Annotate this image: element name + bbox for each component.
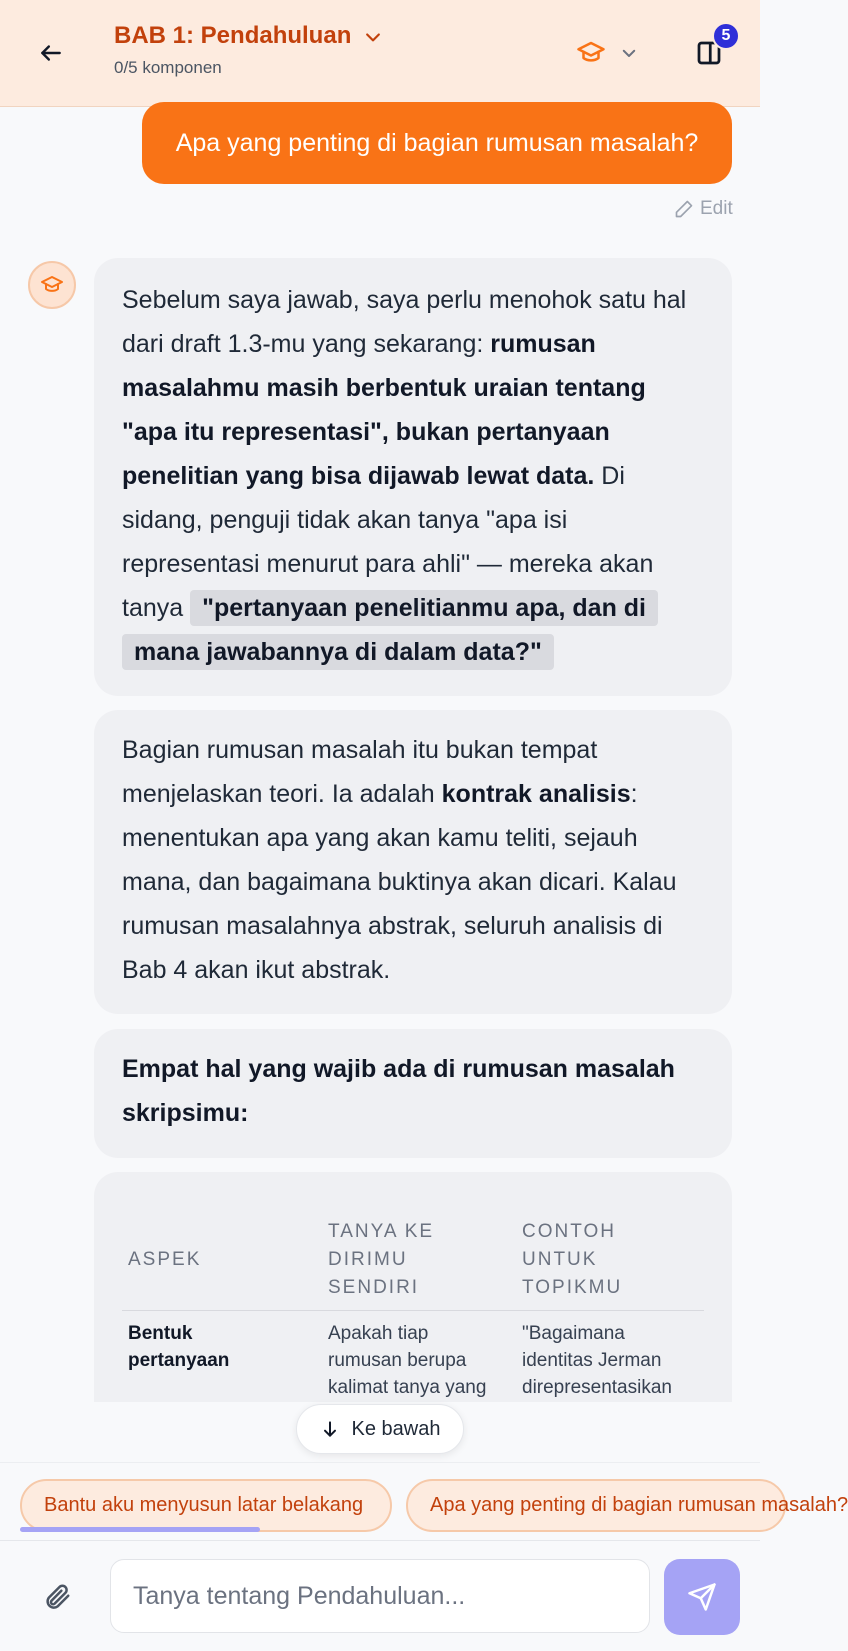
header <box>0 0 760 107</box>
horizontal-scrollbar[interactable] <box>20 1527 260 1532</box>
attach-button[interactable] <box>42 1582 72 1612</box>
notification-badge: 5 <box>712 22 740 50</box>
explanation-text-continued: : menentukan apa yang akan kamu teliti, sejauh mana, dan bagaimana buktinya akan dicari. Kalau rumusan masalahnya abstrak, seluruh analisis di Bab 4 akan ikut abstrak. <box>122 780 677 984</box>
assistant-message-heading: Empat hal yang wajib ada di rumusan masalah skripsimu: <box>94 1029 732 1158</box>
scroll-down-button[interactable] <box>296 1404 464 1454</box>
explanation-text: Bagian rumusan masalah itu bukan tempat menjelaskan teori. Ia adalah <box>122 736 598 808</box>
table-header-tanya: TANYA KE DIRIMU SENDIRI <box>328 1221 435 1298</box>
user-message: Apa yang penting di bagian rumusan masalah? <box>142 102 732 184</box>
send-icon <box>687 1582 717 1612</box>
table-header-contoh: CONTOH UNTUK TOPIKMU <box>522 1221 623 1298</box>
progress-subtitle: 0/5 komponen <box>114 58 222 77</box>
table-header-aspek: ASPEK <box>128 1249 202 1270</box>
intro-text: Sebelum saya jawab, saya perlu menohok satu hal dari draft 1.3-mu yang sekarang: <box>122 286 687 358</box>
chapter-selector[interactable] <box>114 22 383 78</box>
back-button[interactable] <box>36 38 66 68</box>
suggestion-bar[interactable] <box>0 1462 848 1540</box>
highlighted-question: "pertanyaan penelitianmu apa, dan di mana jawabannya di dalam data?" <box>122 590 658 670</box>
arrow-down-icon <box>320 1419 340 1439</box>
assistant-avatar <box>28 261 76 309</box>
edit-button[interactable] <box>674 198 733 220</box>
composer <box>0 1540 760 1651</box>
paperclip-icon <box>42 1582 72 1612</box>
suggestion-chip[interactable]: Bantu aku menyusun latar belakang <box>20 1479 392 1532</box>
send-button[interactable] <box>664 1559 740 1635</box>
pencil-icon <box>674 199 694 219</box>
explanation-emphasis: kontrak analisis <box>441 780 631 808</box>
edit-label: Edit <box>700 198 733 219</box>
intro-emphasis: rumusan masalahmu masih berbentuk uraian tentang "apa itu representasi", bukan pertanyaan penelitian yang bisa dijawab lewat data. <box>122 330 646 490</box>
assistant-message-explanation <box>94 710 732 1014</box>
chevron-down-icon <box>363 27 383 47</box>
suggestion-chip[interactable]: Apa yang penting di bagian rumusan masalah? <box>406 1479 786 1532</box>
assistant-message-intro <box>94 258 732 696</box>
graduation-cap-icon <box>40 273 64 297</box>
mentor-selector[interactable] <box>576 38 638 68</box>
table-cell-example: "Bagaimana identitas Jerman direpresentasikan <box>522 1323 672 1398</box>
scroll-down-label: Ke bawah <box>351 1417 441 1440</box>
chevron-down-icon <box>620 44 638 62</box>
table-cell-question: Apakah tiap rumusan berupa kalimat tanya yang <box>328 1323 487 1398</box>
aspect-table <box>94 1172 732 1402</box>
table-cell-aspect: Bentuk pertanyaan <box>128 1323 230 1371</box>
arrow-left-icon <box>38 40 64 66</box>
chapter-title: BAB 1: Pendahuluan <box>114 22 352 49</box>
table-divider <box>122 1310 704 1311</box>
chat-input[interactable] <box>110 1559 650 1633</box>
intro-text-continued: Di sidang, penguji tidak akan tanya "apa isi representasi menurut para ahli" — mereka akan tanya <box>122 462 654 622</box>
graduation-cap-icon <box>576 38 606 68</box>
